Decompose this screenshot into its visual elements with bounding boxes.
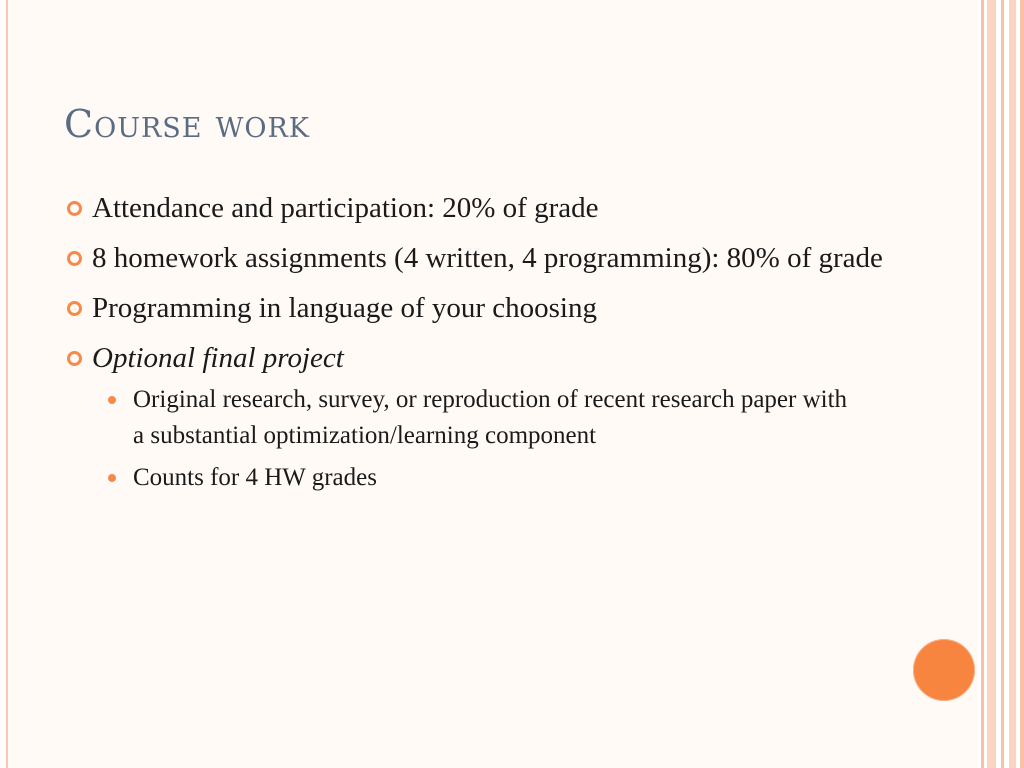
ring-bullet-icon <box>67 251 82 266</box>
bullet-text: Attendance and participation: 20% of grade <box>92 192 599 224</box>
decorative-stripe <box>1001 0 1004 768</box>
ring-bullet-icon <box>67 351 82 366</box>
dot-bullet-icon <box>108 396 116 404</box>
orange-circle-decoration <box>913 639 975 701</box>
sub-bullet-text: Original research, survey, or reproduction of recent research paper with a substantial optimization/learning component <box>133 386 848 449</box>
bullet-item <box>64 288 904 328</box>
left-border-rule <box>0 0 8 768</box>
right-decorative-band <box>978 0 1024 768</box>
decorative-stripe <box>1020 0 1024 768</box>
ring-bullet-icon <box>67 201 82 216</box>
bullet-text: Optional final project <box>92 342 344 374</box>
bullet-item <box>64 188 904 228</box>
decorative-stripe <box>981 0 984 768</box>
decorative-stripe <box>1009 0 1016 768</box>
slide-body <box>64 188 904 502</box>
ring-bullet-icon <box>67 301 82 316</box>
bullet-text: Programming in language of your choosing <box>92 292 597 324</box>
bullet-text: 8 homework assignments (4 written, 4 programming): 80% of grade <box>92 242 883 274</box>
sub-bullet-item <box>64 382 863 454</box>
decorative-stripe <box>987 0 996 768</box>
slide-title: Course work <box>64 102 310 146</box>
bullet-item <box>64 238 904 278</box>
sub-bullet-text: Counts for 4 HW grades <box>133 464 377 491</box>
sub-bullet-item <box>64 460 863 496</box>
bullet-item <box>64 338 904 378</box>
dot-bullet-icon <box>108 474 116 482</box>
